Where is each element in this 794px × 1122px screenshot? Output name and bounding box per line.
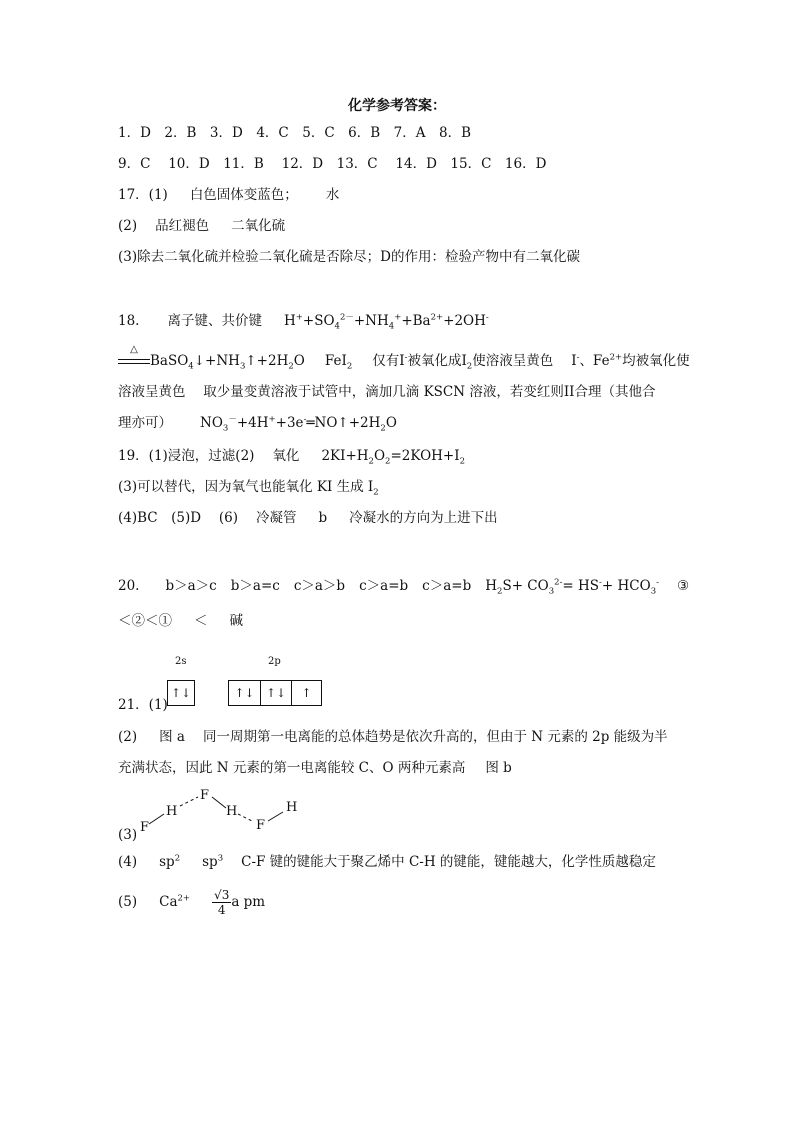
q20-less: ＜ — [194, 613, 208, 629]
fraction-numerator: √3 — [214, 888, 230, 902]
q21-line-2 — [118, 728, 668, 746]
q17-line-3: (3)除去二氧化硫并检验二氧化硫是否除尽；D的作用：检验产物中有二氧化碳 — [118, 249, 580, 265]
q20-c2: b＞a=c — [230, 578, 280, 594]
q17-1-number: 17．(1) — [118, 187, 168, 203]
mc-row-2: 9．C 10．D 11．B 12．D 13．C 14．D 15．C 16．D — [118, 156, 547, 172]
orbital-2p-1: ↑↓ — [234, 686, 255, 700]
q21-4-number: (4) — [118, 854, 138, 870]
heating-condition — [118, 344, 150, 370]
q19-water-direction: 冷凝水的方向为上进下出 — [349, 510, 498, 526]
hf-atom-h1: H — [166, 804, 178, 819]
q18-ion-equation: $H^++SO_4^{2-}+NH_4^++Ba^{2+}+2OH^-$ — [283, 312, 489, 332]
q18-line-3: 溶液呈黄色 取少量变黄溶液于试管中，滴加几滴 KSCN 溶液，若变红则II合理（其他合 — [118, 384, 656, 400]
q20-line-2 — [118, 612, 243, 630]
orbital-2s-arrows: ↑↓ — [170, 686, 192, 700]
q21-line-4: (3) — [118, 827, 138, 843]
hf-bond-3 — [268, 812, 283, 821]
hf-atom-f3: F — [256, 818, 266, 833]
q21-fraction — [212, 888, 231, 917]
q17-1-answer-a: 白色固体变蓝色； — [189, 187, 298, 203]
orbital-2p-box — [228, 680, 322, 706]
fraction-denominator: 4 — [217, 903, 226, 917]
hf-hydrogen-bond-diagram — [130, 784, 310, 834]
q21-explanation-2: 充满状态，因此 N 元素的第一电离能较 C、O 两种元素高 — [118, 760, 466, 776]
q19-line-2: (3)可以替代，因为氧气也能氧化 KI 生成 $I_2$ — [118, 479, 379, 498]
q20-c3: c＞a＞b — [293, 578, 346, 594]
q21-line-1: 21．(1) — [118, 697, 168, 713]
q17-line-2 — [118, 217, 285, 235]
q19-4-6: (4)BC (5)D (6) — [118, 510, 238, 526]
hf-atom-f1: F — [140, 820, 150, 835]
q19-oxidation: 氧化 — [272, 448, 300, 464]
q17-line-1 — [118, 186, 339, 204]
label-2s: 2s — [175, 656, 187, 667]
q19-line-1 — [118, 447, 465, 465]
q18-hypothesis-2: I-、$Fe^{2+}$均被氧化使 — [571, 352, 690, 369]
q17-1-answer-b: 水 — [325, 187, 340, 203]
hf-hbond-1 — [180, 797, 198, 806]
page-title: 化学参考答案： — [348, 98, 446, 114]
q17-2-answer-b: 二氧化硫 — [231, 218, 286, 234]
q21-line-6 — [118, 888, 265, 917]
q17-2-number: (2) — [118, 218, 138, 234]
q17-2-answer-a: 品红褪色 — [155, 218, 210, 234]
label-2p: 2p — [268, 656, 281, 667]
q20-line-1 — [118, 577, 689, 595]
equals-bar — [118, 359, 150, 364]
q19-1-2: 19．(1)浸泡，过滤(2) — [118, 448, 255, 464]
q18-hypothesis-1: 仅有I-被氧化成$I_2$使溶液呈黄色 — [372, 352, 554, 372]
q19-equation: $2KI+H_2O_2=2KOH+I_2$ — [321, 448, 465, 467]
q18-note: 理亦可） — [118, 415, 172, 431]
orbital-2s-box — [167, 680, 195, 706]
heating-delta: △ — [130, 344, 138, 355]
q18-half-reaction: $NO_3^-+4H^++3e^-═NO↑+2H_2O$ — [200, 414, 397, 434]
hf-atom-f2: F — [200, 788, 210, 803]
q21-ca-ion: $Ca^{2+}$ — [159, 893, 191, 910]
q18-line-2 — [118, 344, 690, 372]
q19-line-3 — [118, 509, 498, 527]
q21-5-number: (5) — [118, 894, 138, 910]
q19-condenser: 冷凝管 — [255, 510, 297, 526]
q21-line-3 — [118, 759, 512, 777]
q18-line-1 — [118, 312, 489, 330]
q20-equation: $H_2S+ CO_3^{2-}= HS^-+ HCO_3^-$ — [485, 577, 659, 597]
q18-number: 18. — [118, 313, 140, 329]
q21-figure-b: 图 b — [485, 760, 512, 776]
q18-line-4 — [118, 414, 397, 432]
orbital-2p-2: ↑↓ — [260, 681, 291, 705]
orbital-2p-3: ↑ — [291, 681, 321, 705]
q20-c1: b＞a＞c — [165, 578, 217, 594]
q19-b: b — [318, 510, 328, 526]
q20-c4: c＞a=b — [359, 578, 409, 594]
q20-number: 20. — [118, 578, 140, 594]
q21-line-5 — [118, 853, 656, 871]
q21-bond-energy: C-F 键的键能大于聚乙烯中 C-H 的键能，键能越大，化学性质越稳定 — [241, 854, 656, 870]
hf-atom-h3: H — [286, 800, 298, 815]
q18-fei2: FeI$_2$ — [324, 353, 353, 372]
hf-hbond-2 — [238, 814, 254, 822]
mc-row-1: 1．D 2．B 3．D 4．C 5．C 6．B 7．A 8．B — [118, 125, 472, 141]
q21-sp3: $sp^3$ — [202, 853, 224, 870]
q21-figure-a: 图 a — [159, 729, 185, 745]
q21-sp2: $sp^2$ — [159, 853, 181, 870]
q20-c5: c＞a=b — [422, 578, 472, 594]
hf-bond-1 — [149, 814, 164, 824]
q21-explanation-1: 同一周期第一电离能的总体趋势是依次升高的，但由于 N 元素的 2p 能级为半 — [202, 729, 668, 745]
q20-order: ＜②＜① — [118, 613, 172, 629]
hf-atom-h2: H — [226, 804, 238, 819]
q20-base: 碱 — [229, 613, 243, 629]
q20-c6: ③ — [676, 578, 690, 594]
q21-distance: a pm — [231, 894, 266, 910]
q21-2-number: (2) — [118, 729, 138, 745]
hf-bond-2 — [212, 797, 226, 808]
q18-bond-types: 离子键、共价键 — [167, 313, 262, 329]
q18-products: $BaSO_4↓+NH_3↑+2H_2O$ — [150, 353, 305, 372]
